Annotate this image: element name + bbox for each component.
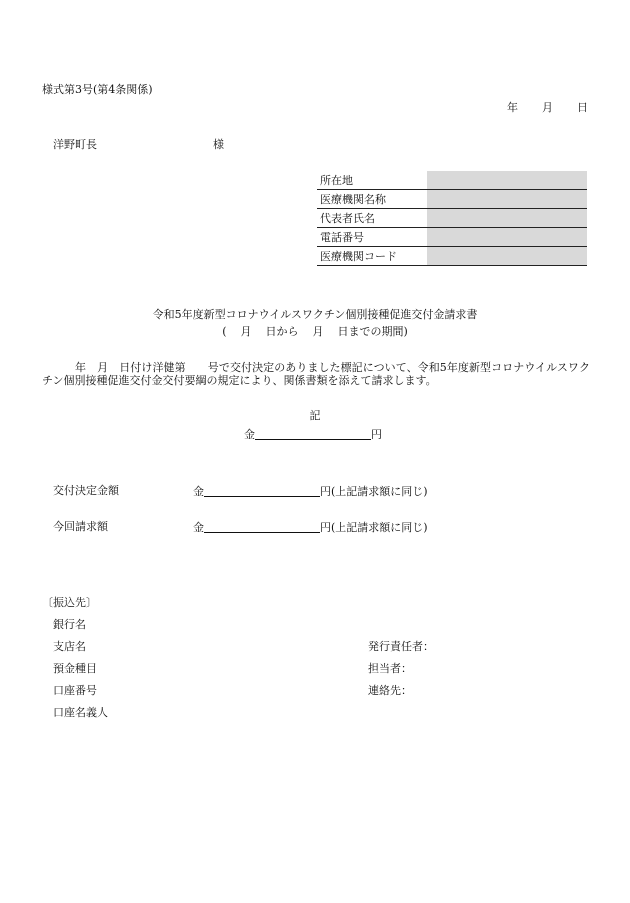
applicant-label: 所在地 xyxy=(317,171,427,190)
period-open: ( xyxy=(222,325,227,338)
account-holder-label: 口座名義人 xyxy=(53,706,108,719)
period-month1: 月 xyxy=(240,325,252,338)
applicant-info-table xyxy=(317,171,587,266)
bank-heading: 〔振込先〕 xyxy=(42,596,97,609)
decided-amount-prefix: 金 xyxy=(193,485,204,498)
applicant-value xyxy=(427,209,587,228)
addressee xyxy=(53,139,224,150)
applicant-row-address xyxy=(317,171,587,190)
deposit-type-label: 預金種目 xyxy=(53,662,97,675)
period-until: 日までの期間) xyxy=(337,325,408,338)
date-month: 月 xyxy=(542,101,553,114)
form-number: 様式第3号(第4条関係) xyxy=(42,83,153,96)
date-year: 年 xyxy=(507,101,518,114)
period-line xyxy=(0,326,630,337)
applicant-value xyxy=(427,228,587,247)
date-day: 日 xyxy=(577,101,588,114)
date-line xyxy=(507,102,588,113)
applicant-label: 医療機関名称 xyxy=(317,190,427,209)
total-amount-prefix: 金 xyxy=(244,428,255,441)
applicant-label: 医療機関コード xyxy=(317,247,427,266)
decided-amount-suffix: 円(上記請求額に同じ) xyxy=(320,485,428,498)
applicant-value xyxy=(427,247,587,266)
applicant-label: 代表者氏名 xyxy=(317,209,427,228)
branch-name-label: 支店名 xyxy=(53,640,86,653)
requested-amount-suffix: 円(上記請求額に同じ) xyxy=(320,521,428,534)
document-title: 令和5年度新型コロナウイルスワクチン個別接種促進交付金請求書 xyxy=(152,308,478,321)
decided-amount-line xyxy=(193,485,428,497)
addressee-honorific: 様 xyxy=(213,138,224,151)
applicant-value xyxy=(427,171,587,190)
contact-info-label: 連絡先： xyxy=(368,684,412,697)
applicant-row-institution-name xyxy=(317,190,587,209)
account-number-label: 口座番号 xyxy=(53,684,97,697)
issuer-label: 発行責任者： xyxy=(368,640,434,653)
decided-amount-label: 交付決定金額 xyxy=(53,484,119,497)
decided-amount-blank xyxy=(204,485,320,497)
requested-amount-blank xyxy=(204,521,320,533)
applicant-label: 電話番号 xyxy=(317,228,427,247)
body-paragraph: 年 月 日付け洋健第 号で交付決定のありました標記について、令和5年度新型コロナウイルスワクチン個別接種促進交付金交付要綱の規定により、関係書類を添えて請求します。 xyxy=(42,361,590,387)
requested-amount-label: 今回請求額 xyxy=(53,520,108,533)
applicant-value xyxy=(427,190,587,209)
contact-person-label: 担当者： xyxy=(368,662,412,675)
requested-amount-line xyxy=(193,521,428,533)
addressee-name: 洋野町長 xyxy=(53,138,97,151)
period-from: 日から xyxy=(265,325,299,338)
bank-name-label: 銀行名 xyxy=(53,618,86,631)
requested-amount-prefix: 金 xyxy=(193,521,204,534)
total-amount-line xyxy=(244,428,382,440)
total-amount-blank xyxy=(255,428,371,440)
total-amount-suffix: 円 xyxy=(371,428,382,441)
applicant-row-phone xyxy=(317,228,587,247)
period-month2: 月 xyxy=(312,325,324,338)
record-heading: 記 xyxy=(309,409,321,422)
applicant-row-representative xyxy=(317,209,587,228)
applicant-row-institution-code xyxy=(317,247,587,266)
